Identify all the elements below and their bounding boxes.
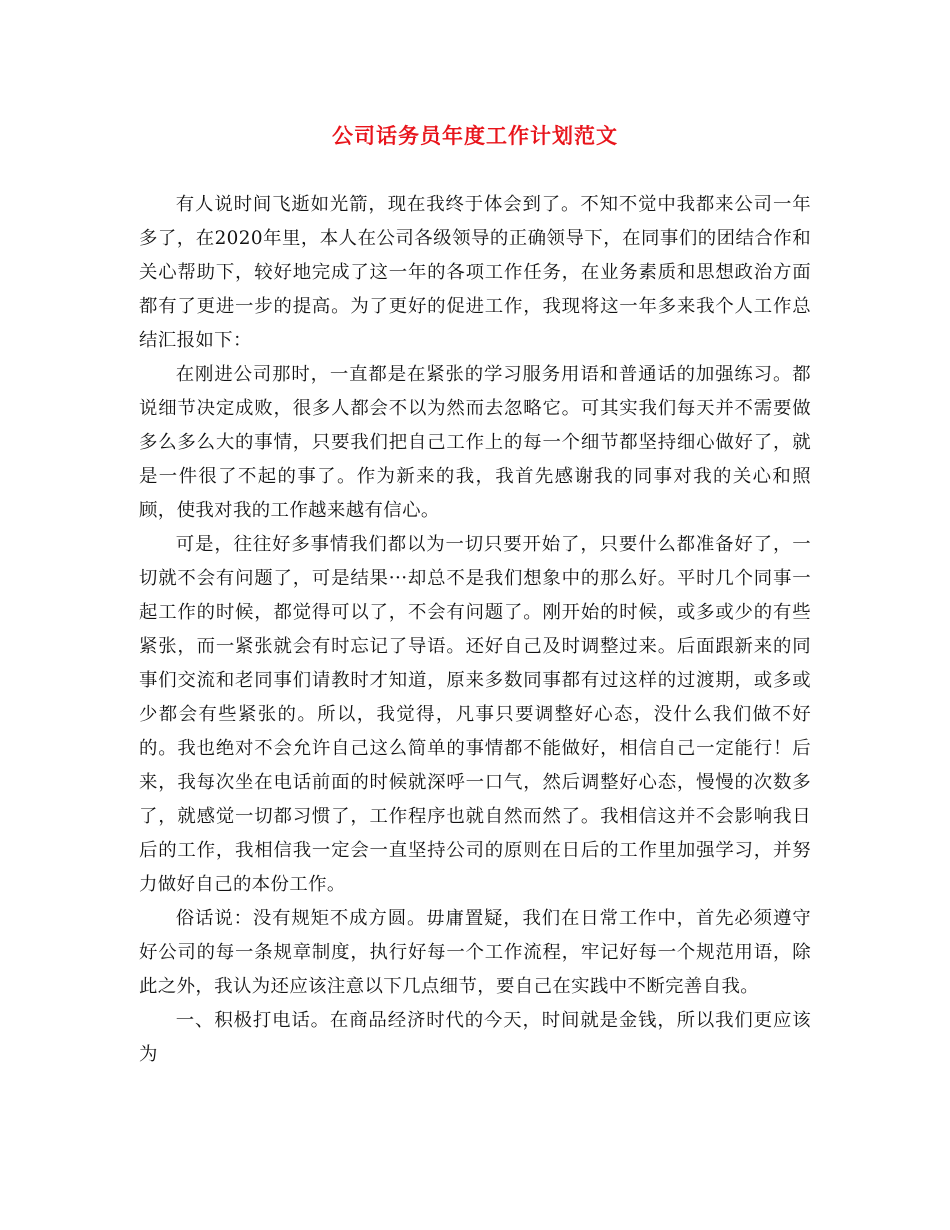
document-body bbox=[139, 188, 811, 1072]
paragraph-1: 有人说时间飞逝如光箭，现在我终于体会到了。不知不觉中我都来公司一年多了，在2020年里，本人在公司各级领导的正确领导下，在同事们的团结合作和关心帮助下，较好地完成了这一年的各项工作任务，在业务素质和思想政治方面都有了更进一步的提高。为了更好的促进工作，我现将这一年多来我个人工作总结汇报如下： bbox=[139, 194, 811, 351]
document-title: 公司话务员年度工作计划范文 bbox=[332, 123, 618, 148]
paragraph-2: 在刚进公司那时，一直都是在紧张的学习服务用语和普通话的加强练习。都说细节决定成败，很多人都会不以为然而去忽略它。可其实我们每天并不需要做多么多么大的事情，只要我们把自己工作上的每一个细节都坚持细心做好了，就是一件很了不起的事了。作为新来的我，我首先感谢我的同事对我的关心和照顾，使我对我的工作越来越有信心。 bbox=[139, 364, 811, 521]
paragraph-3: 可是，往往好多事情我们都以为一切只要开始了，只要什么都准备好了，一切就不会有问题了，可是结果···却总不是我们想象中的那么好。平时几个同事一起工作的时候，都觉得可以了，不会有问题了。刚开始的时候，或多或少的有些紧张，而一紧张就会有时忘记了导语。还好自己及时调整过来。后面跟新来的同事们交流和老同事们请教时才知道，原来多数同事都有过这样的过渡期，或多或少都会有些紧张的。所以，我觉得，凡事只要调整好心态，没什么我们做不好的。我也绝对不会允许自己这么简单的事情都不能做好，相信自己一定能行！后来，我每次坐在电话前面的时候就深呼一口气，然后调整好心态，慢慢的次数多了，就感觉一切都习惯了，工作程序也就自然而然了。我相信这并不会影响我日后的工作，我相信我一定会一直坚持公司的原则在日后的工作里加强学习，并努力做好自己的本份工作。 bbox=[139, 534, 811, 895]
paragraph-5: 一、积极打电话。在商品经济时代的今天，时间就是金钱，所以我们更应该为 bbox=[139, 1010, 811, 1065]
paragraph-4: 俗话说：没有规矩不成方圆。毋庸置疑，我们在日常工作中，首先必须遵守好公司的每一条规章制度，执行好每一个工作流程，牢记好每一个规范用语，除此之外，我认为还应该注意以下几点细节，要自己在实践中不断完善自我。 bbox=[139, 908, 811, 997]
